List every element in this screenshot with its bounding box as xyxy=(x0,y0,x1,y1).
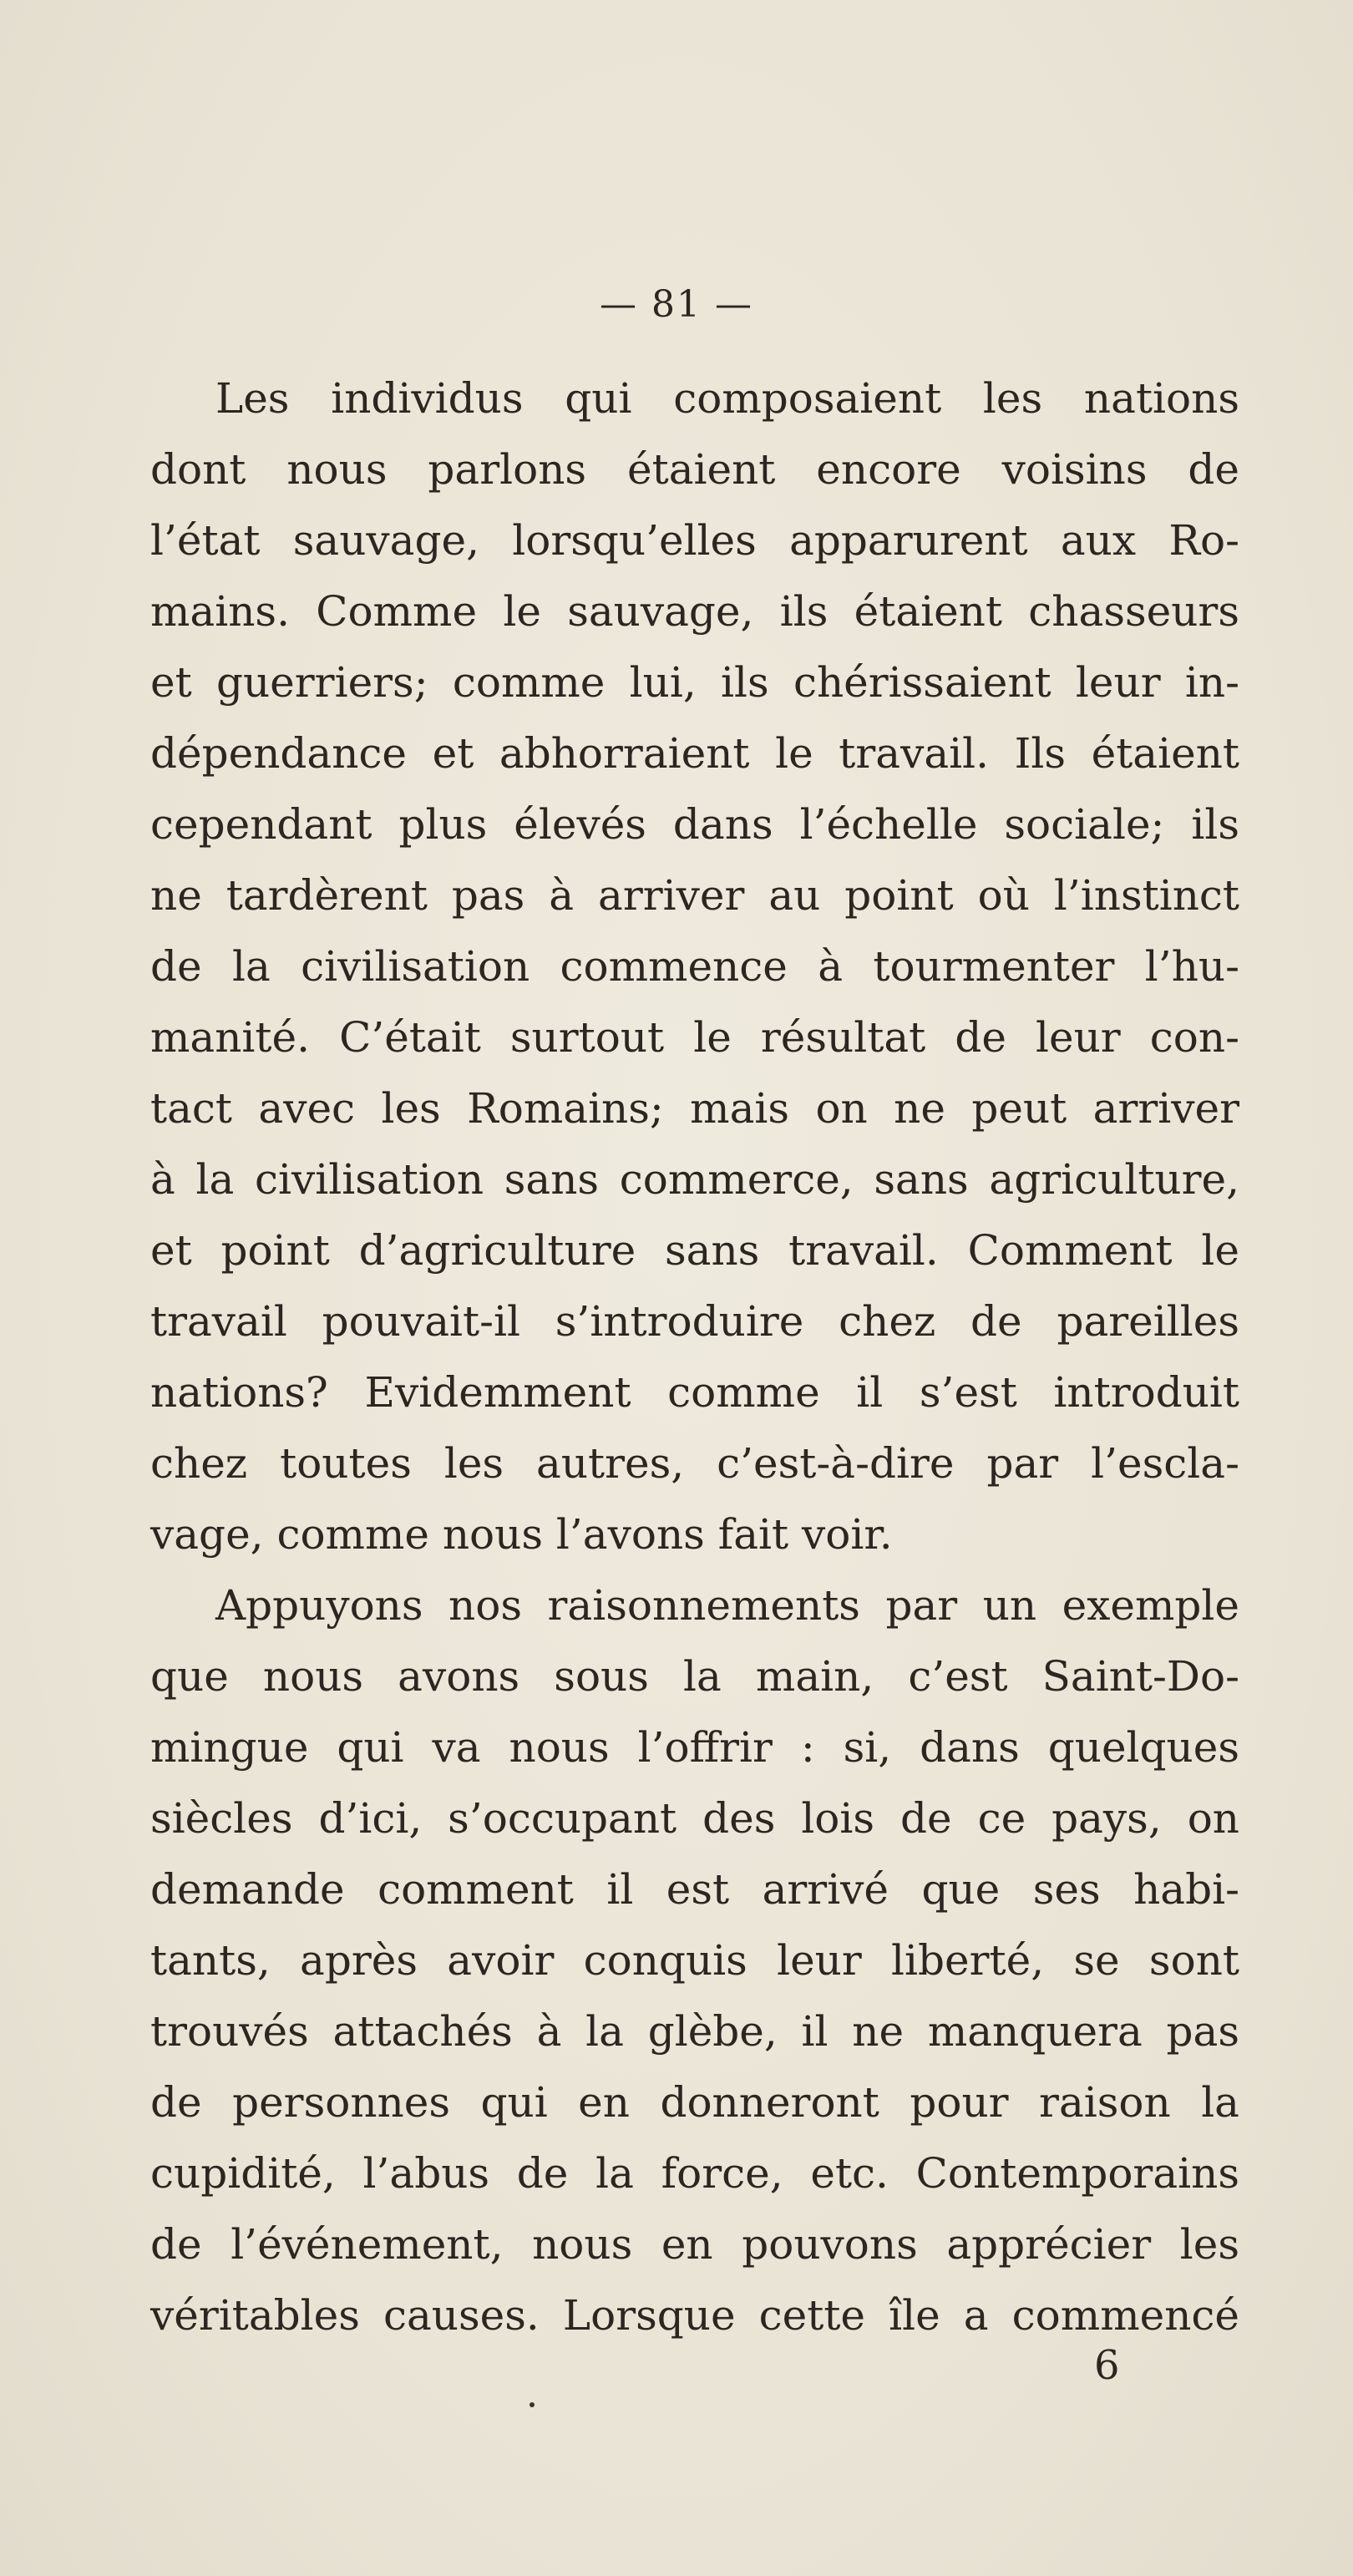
text-line: Les individus qui composaient les nations xyxy=(215,374,1239,423)
text-line: vage, comme nous l’avons fait voir. xyxy=(150,1510,893,1559)
text-line: mingue qui va nous l’offrir : si, dans quelques xyxy=(150,1723,1239,1772)
body-text xyxy=(150,363,1239,2351)
text-line: manité. C’était surtout le résultat de leur con- xyxy=(150,1013,1239,1062)
text-line: trouvés attachés à la glèbe, il ne manquera pas xyxy=(150,2007,1239,2056)
text-line: siècles d’ici, s’occupant des lois de ce pays, on xyxy=(150,1794,1239,1843)
ink-speck xyxy=(530,2402,535,2407)
text-line: de l’événement, nous en pouvons apprécier les xyxy=(150,2220,1239,2269)
text-line: tants, après avoir conquis leur liberté, se sont xyxy=(150,1936,1239,1985)
page-number: — 81 — xyxy=(600,283,753,326)
text-line: l’état sauvage, lorsqu’elles apparurent aux Ro- xyxy=(150,516,1239,565)
text-line: mains. Comme le sauvage, ils étaient chasseurs xyxy=(150,587,1239,636)
paragraph-2 xyxy=(150,1570,1239,2351)
text-line: cependant plus élevés dans l’échelle sociale; ils xyxy=(150,800,1239,849)
text-line: cupidité, l’abus de la force, etc. Contemporains xyxy=(150,2149,1239,2198)
paragraph-1 xyxy=(150,363,1239,1570)
text-line: et point d’agriculture sans travail. Comment le xyxy=(150,1226,1239,1275)
text-line: et guerriers; comme lui, ils chérissaient leur in- xyxy=(150,658,1239,707)
text-line: tact avec les Romains; mais on ne peut arriver xyxy=(150,1084,1239,1133)
text-line: Appuyons nos raisonnements par un exemple xyxy=(215,1581,1239,1630)
text-line: ne tardèrent pas à arriver au point où l’instinct xyxy=(150,871,1239,920)
text-line: à la civilisation sans commerce, sans agriculture, xyxy=(150,1155,1239,1204)
signature-mark: 6 xyxy=(1094,2342,1120,2389)
text-line: demande comment il est arrivé que ses habi- xyxy=(150,1865,1239,1914)
text-line: de la civilisation commence à tourmenter l’hu- xyxy=(150,942,1239,991)
text-line: véritables causes. Lorsque cette île a commencé xyxy=(150,2291,1239,2340)
text-line: de personnes qui en donneront pour raison la xyxy=(150,2078,1239,2127)
text-line: nations? Evidemment comme il s’est introduit xyxy=(150,1368,1239,1417)
text-line: dépendance et abhorraient le travail. Ils étaient xyxy=(150,729,1239,778)
text-line: chez toutes les autres, c’est-à-dire par l’escla- xyxy=(150,1439,1239,1488)
text-line: dont nous parlons étaient encore voisins de xyxy=(150,445,1239,494)
text-line: travail pouvait-il s’introduire chez de pareilles xyxy=(150,1297,1239,1346)
text-line: que nous avons sous la main, c’est Saint-Do- xyxy=(150,1652,1239,1701)
